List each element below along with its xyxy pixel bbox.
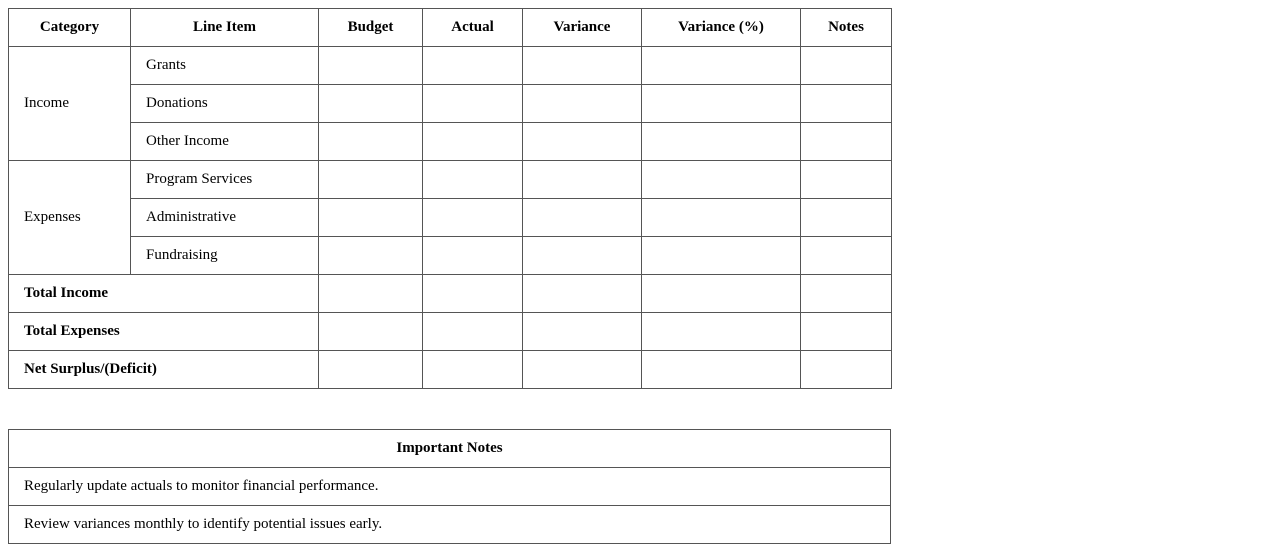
notes-cell <box>801 47 892 85</box>
table-row <box>9 123 892 161</box>
budget-cell <box>319 161 423 199</box>
actual-cell <box>423 237 523 275</box>
header-row <box>9 9 892 47</box>
budget-cell <box>319 123 423 161</box>
table-row <box>9 85 892 123</box>
note-row <box>9 506 891 544</box>
variance-cell <box>523 47 642 85</box>
variance-percent-cell <box>642 85 801 123</box>
note-text: Review variances monthly to identify potential issues early. <box>9 506 891 544</box>
notes-cell <box>801 351 892 389</box>
table-row <box>9 47 892 85</box>
notes-cell <box>801 199 892 237</box>
header-notes: Notes <box>801 9 892 47</box>
variance-cell <box>523 351 642 389</box>
notes-cell <box>801 313 892 351</box>
header-line-item: Line Item <box>131 9 319 47</box>
actual-cell <box>423 275 523 313</box>
notes-cell <box>801 85 892 123</box>
header-actual: Actual <box>423 9 523 47</box>
line-item-cell: Administrative <box>131 199 319 237</box>
budget-table <box>8 8 892 389</box>
net-surplus-label: Net Surplus/(Deficit) <box>9 351 319 389</box>
notes-cell <box>801 275 892 313</box>
category-cell-expenses: Expenses <box>9 161 131 275</box>
variance-cell <box>523 123 642 161</box>
notes-title: Important Notes <box>9 430 891 468</box>
actual-cell <box>423 161 523 199</box>
total-row <box>9 351 892 389</box>
line-item-cell: Other Income <box>131 123 319 161</box>
table-row <box>9 161 892 199</box>
variance-cell <box>523 237 642 275</box>
variance-percent-cell <box>642 313 801 351</box>
budget-cell <box>319 275 423 313</box>
total-income-label: Total Income <box>9 275 319 313</box>
notes-header-row <box>9 430 891 468</box>
note-text: Regularly update actuals to monitor financial performance. <box>9 468 891 506</box>
notes-cell <box>801 237 892 275</box>
actual-cell <box>423 199 523 237</box>
variance-percent-cell <box>642 199 801 237</box>
notes-cell <box>801 161 892 199</box>
table-row <box>9 237 892 275</box>
actual-cell <box>423 123 523 161</box>
notes-table <box>8 429 891 544</box>
header-budget: Budget <box>319 9 423 47</box>
variance-cell <box>523 275 642 313</box>
line-item-cell: Fundraising <box>131 237 319 275</box>
budget-cell <box>319 351 423 389</box>
header-variance-percent: Variance (%) <box>642 9 801 47</box>
header-variance: Variance <box>523 9 642 47</box>
total-row <box>9 275 892 313</box>
variance-percent-cell <box>642 351 801 389</box>
variance-percent-cell <box>642 237 801 275</box>
total-row <box>9 313 892 351</box>
actual-cell <box>423 313 523 351</box>
note-row <box>9 468 891 506</box>
variance-percent-cell <box>642 47 801 85</box>
actual-cell <box>423 351 523 389</box>
line-item-cell: Donations <box>131 85 319 123</box>
total-expenses-label: Total Expenses <box>9 313 319 351</box>
table-row <box>9 199 892 237</box>
budget-cell <box>319 85 423 123</box>
variance-cell <box>523 161 642 199</box>
budget-cell <box>319 47 423 85</box>
header-category: Category <box>9 9 131 47</box>
line-item-cell: Grants <box>131 47 319 85</box>
budget-cell <box>319 313 423 351</box>
variance-percent-cell <box>642 123 801 161</box>
variance-cell <box>523 199 642 237</box>
variance-cell <box>523 85 642 123</box>
actual-cell <box>423 47 523 85</box>
line-item-cell: Program Services <box>131 161 319 199</box>
actual-cell <box>423 85 523 123</box>
variance-percent-cell <box>642 275 801 313</box>
budget-cell <box>319 199 423 237</box>
budget-cell <box>319 237 423 275</box>
variance-percent-cell <box>642 161 801 199</box>
variance-cell <box>523 313 642 351</box>
notes-cell <box>801 123 892 161</box>
category-cell-income: Income <box>9 47 131 161</box>
